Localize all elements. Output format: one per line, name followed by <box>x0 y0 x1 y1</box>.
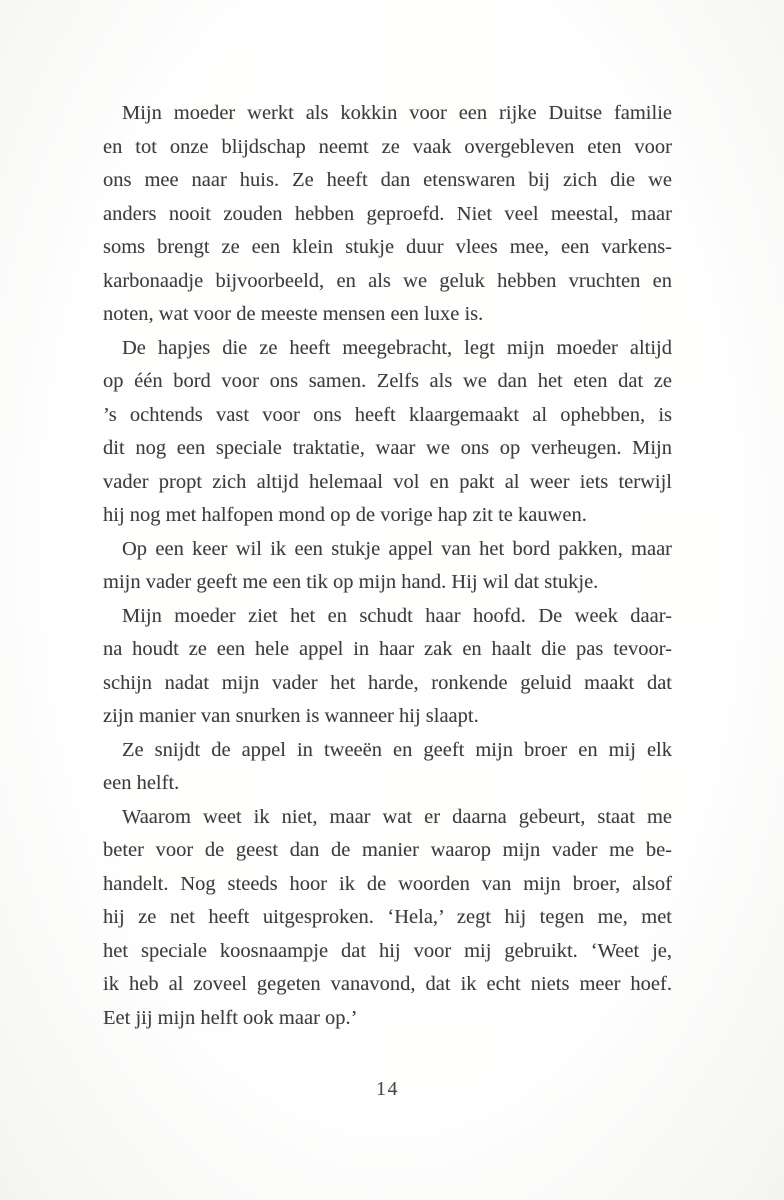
page-number: 14 <box>376 1078 399 1100</box>
paragraph <box>103 97 672 332</box>
text-line: zijn manier van snurken is wanneer hij slaapt. <box>103 705 479 727</box>
text-line: een helft. <box>103 772 180 794</box>
text-line: schijn nadat mijn vader het harde, ronkende geluid maakt dat <box>103 671 672 694</box>
paragraph <box>103 533 672 600</box>
text-line: Waarom weet ik niet, maar wat er daarna gebeurt, staat me <box>122 805 672 828</box>
text-line: en tot onze blijdschap neemt ze vaak overgebleven eten voor <box>103 135 672 158</box>
text-line: hij nog met halfopen mond op de vorige hap zit te kauwen. <box>103 504 587 526</box>
text-line: Mijn moeder werkt als kokkin voor een rijke Duitse familie <box>122 102 672 124</box>
paragraph <box>103 600 672 734</box>
text-line: anders nooit zouden hebben geproefd. Niet veel meestal, maar <box>103 202 672 225</box>
text-line: ’s ochtends vast voor ons heeft klaargemaakt al ophebben, is <box>103 403 672 426</box>
text-line: beter voor de geest dan de manier waarop mijn vader me be- <box>103 839 672 861</box>
text-line: Ze snijdt de appel in tweeën en geeft mijn broer en mij elk <box>122 738 672 761</box>
text-line: Mijn moeder ziet het en schudt haar hoofd. De week daar- <box>122 604 672 627</box>
text-line: noten, wat voor de meeste mensen een luxe is. <box>103 303 484 325</box>
paragraph <box>103 801 672 1036</box>
text-line: ons mee naar huis. Ze heeft dan etenswaren bij zich die we <box>103 169 672 191</box>
text-line: vader propt zich altijd helemaal vol en pakt al weer iets terwijl <box>103 470 672 493</box>
text-line: na houdt ze een hele appel in haar zak en haalt die pas tevoor- <box>103 638 672 660</box>
paragraph <box>103 332 672 533</box>
text-line: Op een keer wil ik een stukje appel van het bord pakken, maar <box>122 537 672 560</box>
text-line: karbonaadje bijvoorbeeld, en als we geluk hebben vruchten en <box>103 269 672 292</box>
text-line: dit nog een speciale traktatie, waar we ons op verheugen. Mijn <box>103 437 672 459</box>
text-line: soms brengt ze een klein stukje duur vlees mee, een varkens- <box>103 236 672 258</box>
text-line: op één bord voor ons samen. Zelfs als we dan het eten dat ze <box>103 370 672 392</box>
text-line: ik heb al zoveel gegeten vanavond, dat ik echt niets meer hoef. <box>103 973 672 995</box>
text-line: mijn vader geeft me een tik op mijn hand. Hij wil dat stukje. <box>103 571 599 593</box>
paragraph <box>103 734 672 801</box>
body-text <box>103 97 672 1035</box>
text-line: het speciale koosnaampje dat hij voor mij gebruikt. ‘Weet je, <box>103 939 672 962</box>
text-line: Eet jij mijn helft ook maar op.’ <box>103 1006 358 1029</box>
text-line: handelt. Nog steeds hoor ik de woorden van mijn broer, alsof <box>103 872 672 895</box>
text-line: hij ze net heeft uitgesproken. ‘Hela,’ zegt hij tegen me, met <box>103 906 672 928</box>
text-line: De hapjes die ze heeft meegebracht, legt mijn moeder altijd <box>122 336 672 359</box>
